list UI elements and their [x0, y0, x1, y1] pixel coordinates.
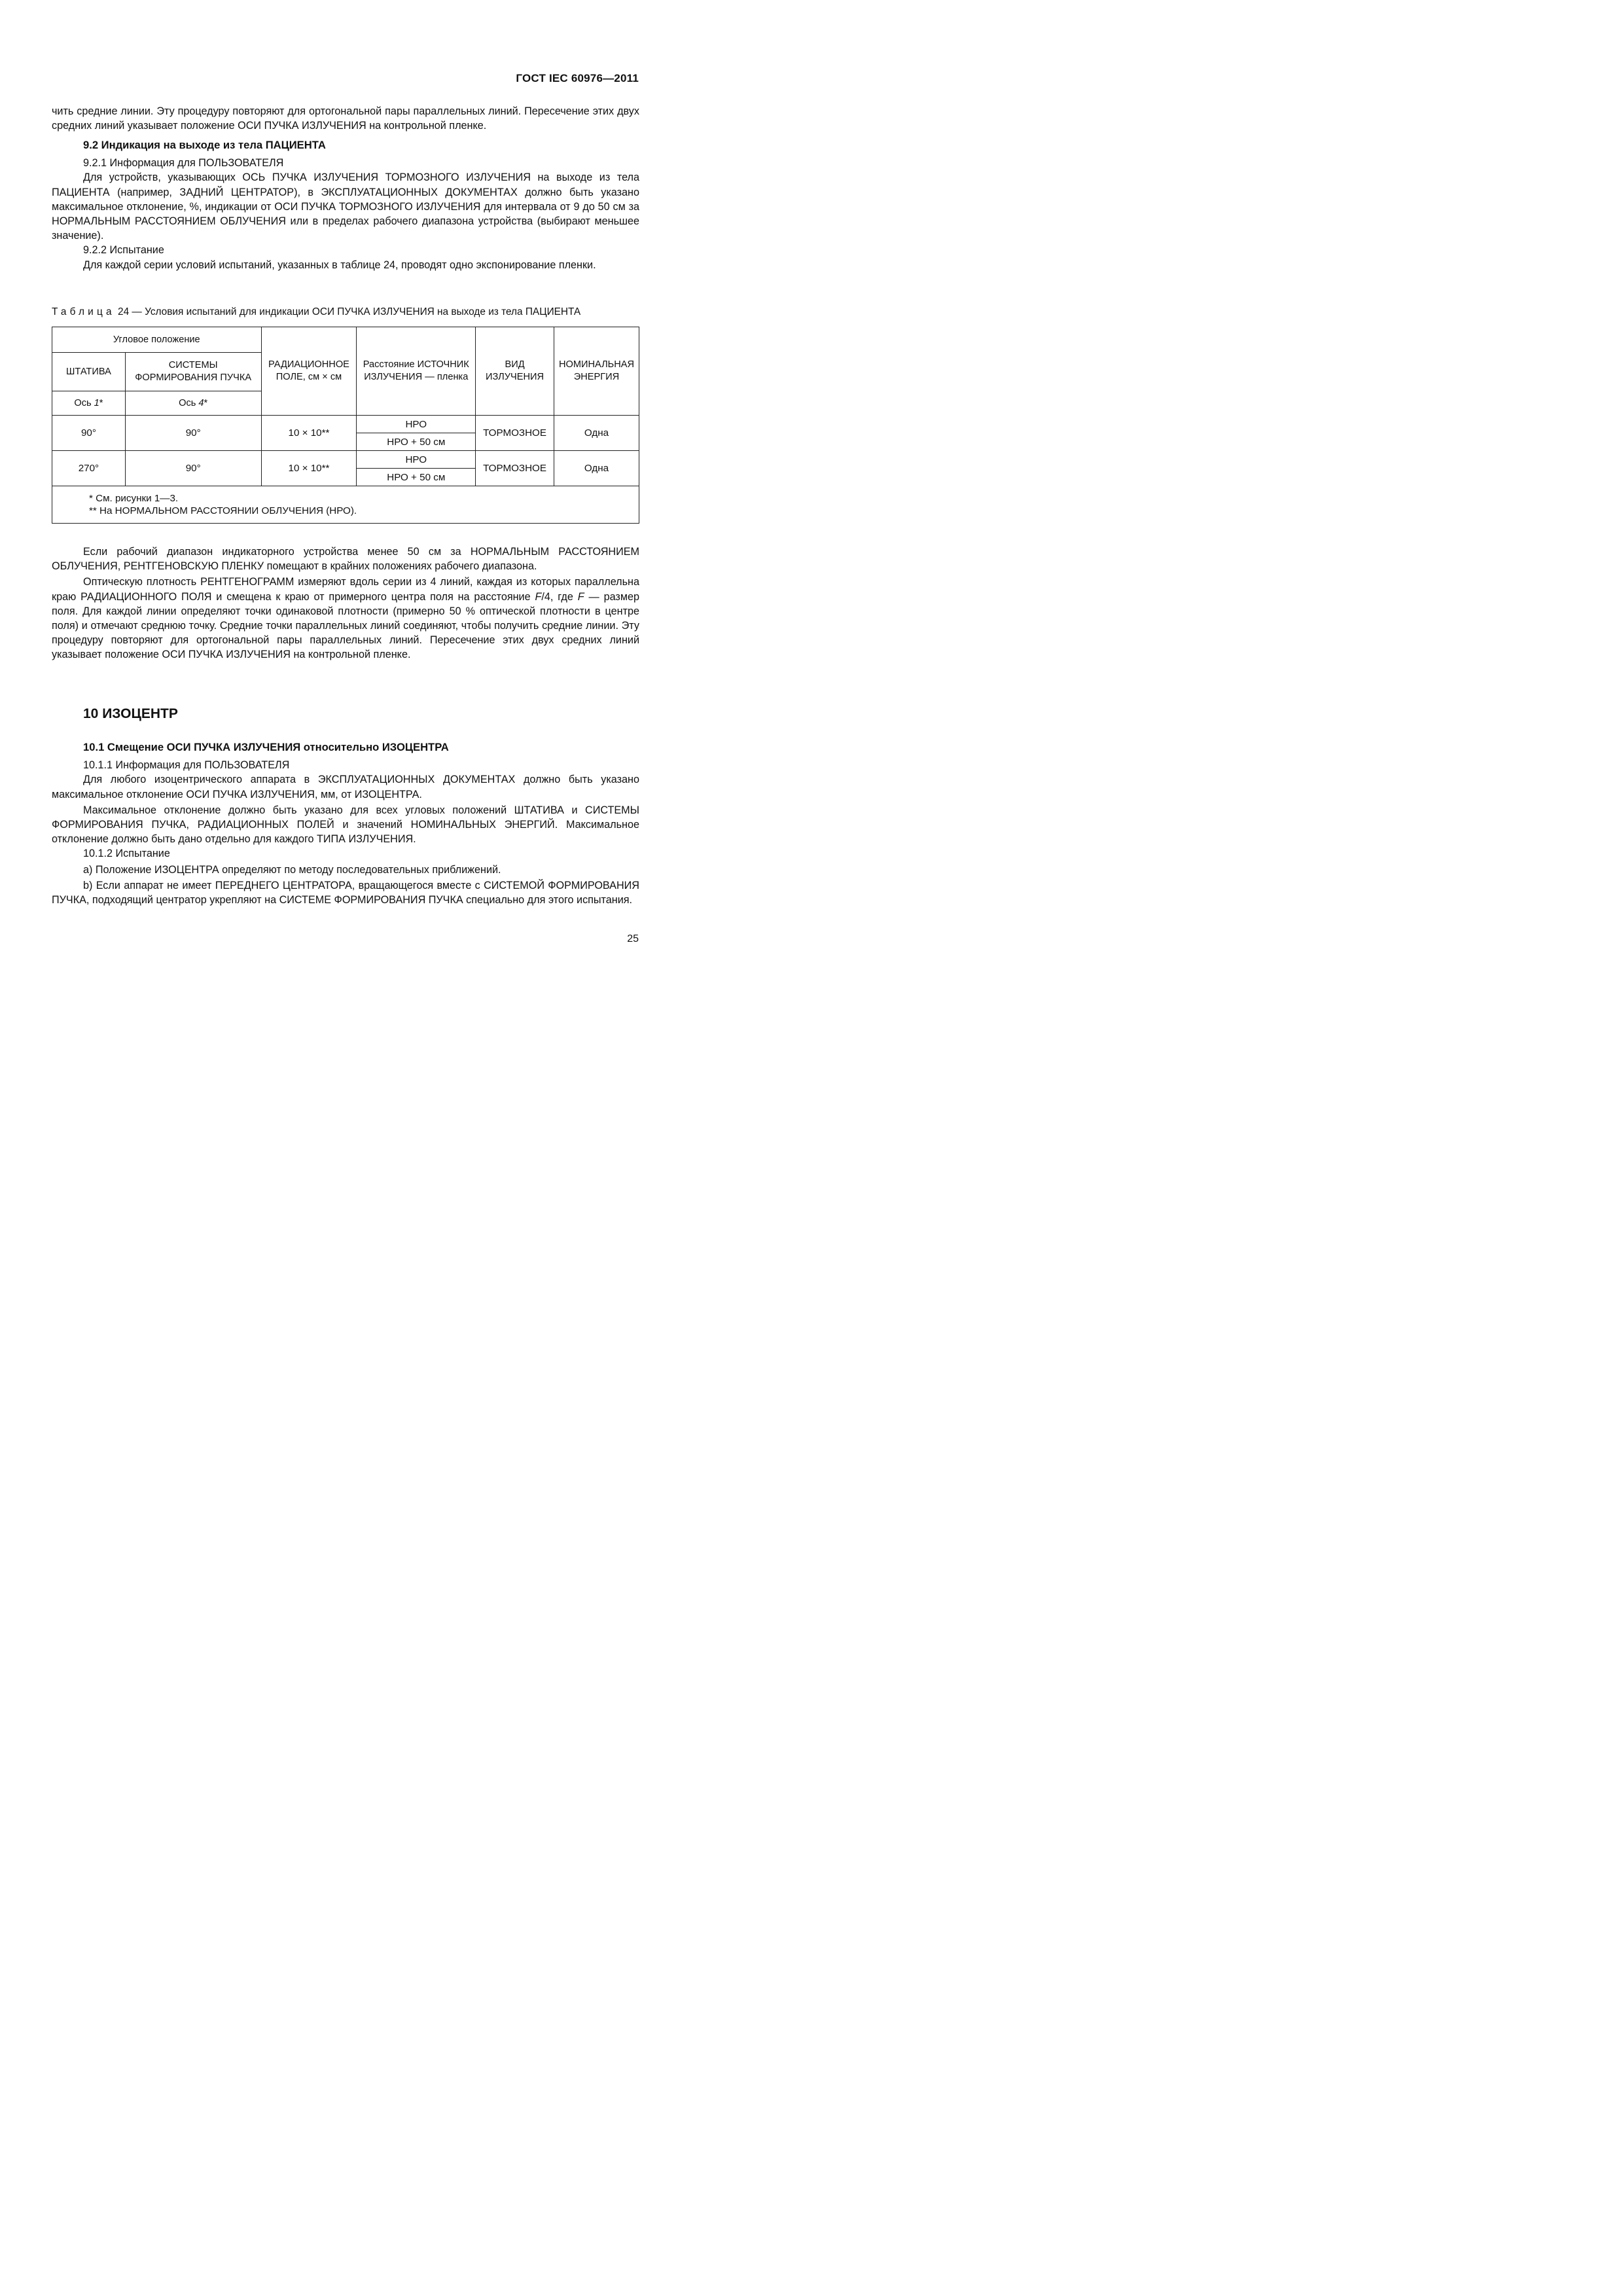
header-field-line2: ПОЛЕ, см × см	[276, 372, 342, 382]
header-beam-line2: ФОРМИРОВАНИЯ ПУЧКА	[135, 372, 252, 383]
header-dist-line2: ИЗЛУЧЕНИЯ — пленка	[364, 372, 469, 382]
header-type-line2: ИЗЛУЧЕНИЯ	[486, 372, 544, 382]
axis-label: Ось	[74, 397, 94, 408]
cell-gantry: 270°	[52, 451, 126, 486]
page-number: 25	[627, 933, 639, 944]
section-10-title: 10 ИЗОЦЕНТР	[83, 706, 178, 721]
section-9-2-2-text: Для каждой серии условий испытаний, указанных в таблице 24, проводят одно экспонирование пленки.	[83, 259, 596, 271]
section-9-2-title: 9.2 Индикация на выходе из тела ПАЦИЕНТА	[83, 139, 326, 151]
section-10-1-title: 10.1 Смещение ОСИ ПУЧКА ИЗЛУЧЕНИЯ относительно ИЗОЦЕНТРА	[83, 741, 449, 753]
cell-radiation-type: ТОРМОЗНОЕ	[476, 416, 554, 451]
header-type-line1: ВИД	[505, 359, 525, 370]
header-energy-line2: ЭНЕРГИЯ	[573, 372, 620, 382]
document-id: ГОСТ IEC 60976—2011	[516, 72, 639, 84]
cell-energy: Одна	[554, 451, 639, 486]
axis-label: Ось	[179, 397, 199, 408]
cell-energy: Одна	[554, 416, 639, 451]
header-beam-system	[125, 353, 261, 391]
header-dist-line1: Расстояние ИСТОЧНИК	[363, 359, 469, 370]
header-energy-line1: НОМИНАЛЬНАЯ	[558, 359, 635, 370]
header-beam-line1: СИСТЕМЫ	[168, 360, 218, 370]
cell-distance: НРО	[357, 416, 476, 433]
section-10-1-2-item-a: a) Положение ИЗОЦЕНТРА определяют по методу последовательных приближений.	[83, 863, 501, 876]
table-24-caption	[52, 306, 641, 318]
axis-footnote-mark: *	[204, 397, 208, 408]
cell-field: 10 × 10**	[261, 451, 357, 486]
axis-footnote-mark: *	[99, 397, 103, 408]
cell-beam: 90°	[125, 451, 261, 486]
after-table-text	[52, 545, 639, 662]
header-radiation-field	[261, 327, 357, 416]
document-page	[0, 0, 719, 1016]
after-table-paragraph-1: Если рабочий диапазон индикаторного устройства менее 50 см за НОРМАЛЬНЫМ РАССТОЯНИЕМ ОБЛУЧЕНИЯ, РЕНТГЕНОВСКУЮ ПЛЕНКУ помещают в крайних положениях рабочего диапазона.	[52, 546, 639, 573]
cell-distance: НРО + 50 см	[357, 469, 476, 486]
section-10-1	[52, 740, 639, 907]
table-notes	[52, 486, 639, 524]
p2-part-b: /4, где	[541, 590, 578, 603]
cell-distance: НРО	[357, 451, 476, 469]
table-row	[52, 416, 639, 433]
p2-var-f: F	[577, 590, 584, 603]
header-nominal-energy	[554, 327, 639, 416]
header-axis-1	[52, 391, 126, 416]
table-note-2: ** На НОРМАЛЬНОМ РАССТОЯНИИ ОБЛУЧЕНИЯ (НРО).	[89, 505, 357, 516]
after-table-paragraph-2	[52, 575, 639, 662]
intro-text: чить средние линии. Эту процедуру повторяют для ортогональной пары параллельных линий. Пересечение этих двух средних линий указывает положение ОСИ ПУЧКА ИЗЛУЧЕНИЯ на контрольной пленке.	[52, 105, 639, 132]
axis-number: 1	[94, 397, 99, 408]
header-axis-4	[125, 391, 261, 416]
header-gantry: ШТАТИВА	[52, 353, 126, 391]
header-field-line1: РАДИАЦИОННОЕ	[268, 359, 349, 370]
cell-beam: 90°	[125, 416, 261, 451]
section-10-1-1-paragraph-1: Для любого изоцентрического аппарата в ЭКСПЛУАТАЦИОННЫХ ДОКУМЕНТАХ должно быть указано максимальное отклонение ОСИ ПУЧКА ИЗЛУЧЕНИЯ, мм, от ИЗОЦЕНТРА.	[52, 774, 639, 800]
header-radiation-type	[476, 327, 554, 416]
table-24	[52, 327, 639, 524]
header-source-distance	[357, 327, 476, 416]
cell-field: 10 × 10**	[261, 416, 357, 451]
section-10-1-1-title: 10.1.1 Информация для ПОЛЬЗОВАТЕЛЯ	[83, 759, 290, 772]
p2-var-f: F	[535, 590, 542, 603]
section-9-2-1-title: 9.2.1 Информация для ПОЛЬЗОВАТЕЛЯ	[83, 157, 284, 170]
table-header-row-1	[52, 327, 639, 353]
section-9-2	[52, 138, 639, 272]
section-10-1-2-item-b: b) Если аппарат не имеет ПЕРЕДНЕГО ЦЕНТРАТОРА, вращающегося вместе с СИСТЕМОЙ ФОРМИРОВАНИЯ ПУЧКА, подходящий центратор укрепляют на СИСТЕМЕ ФОРМИРОВАНИЯ ПУЧКА специально для этого испытания.	[52, 879, 639, 906]
table-row	[52, 451, 639, 469]
p2-part-a: Оптическую плотность РЕНТГЕНОГРАММ измеряют вдоль серии из 4 линий, каждая из которых параллельна краю РАДИАЦИОННОГО ПОЛЯ и смещена к краю от примерного центра поля на расстояние	[52, 576, 639, 603]
section-10-1-1-paragraph-2: Максимальное отклонение должно быть указано для всех угловых положений ШТАТИВА и СИСТЕМЫ ФОРМИРОВАНИЯ ПУЧКА, РАДИАЦИОННЫХ ПОЛЕЙ и значений НОМИНАЛЬНЫХ ЭНЕРГИЙ. Максимальное отклонение должно быть дано отдельно для каждого ТИПА ИЗЛУЧЕНИЯ.	[52, 804, 639, 846]
p2-part-c: — размер поля. Для каждой линии определяют точки одинаковой плотности (примерно 50 % оптической плотности в центре поля) и отмечают среднюю точку. Средние точки параллельных линий соединяют, чтобы получить средние линии. Эту процедуру повторяют для ортогональной пары параллельных линий. Пересечение этих двух средних линий указывает положение ОСИ ПУЧКА ИЗЛУЧЕНИЯ на контрольной пленке.	[52, 590, 639, 661]
caption-label: Таблица	[52, 306, 115, 317]
table-notes-row	[52, 486, 639, 524]
section-9-2-2-title: 9.2.2 Испытание	[83, 244, 164, 257]
cell-radiation-type: ТОРМОЗНОЕ	[476, 451, 554, 486]
section-9-2-1-text: Для устройств, указывающих ОСЬ ПУЧКА ИЗЛУЧЕНИЯ ТОРМОЗНОГО ИЗЛУЧЕНИЯ на выходе из тела ПАЦИЕНТА (например, ЗАДНИЙ ЦЕНТРАТОР), в ЭКСПЛУАТАЦИОННЫХ ДОКУМЕНТАХ должно быть указано максимальное отклонение, %, индикации от ОСИ ПУЧКА ТОРМОЗНОГО ИЗЛУЧЕНИЯ для интервала от 9 до 50 см за НОРМАЛЬНЫМ РАССТОЯНИЕМ ОБЛУЧЕНИЯ или в пределах рабочего диапазона устройства (выбирают меньшее значение).	[52, 171, 639, 242]
table-note-1: * См. рисунки 1—3.	[89, 493, 179, 504]
cell-gantry: 90°	[52, 416, 126, 451]
intro-paragraph	[52, 104, 639, 133]
cell-distance: НРО + 50 см	[357, 433, 476, 451]
axis-number: 4	[198, 397, 204, 408]
header-angular-position: Угловое положение	[52, 327, 262, 353]
section-10-1-2-title: 10.1.2 Испытание	[83, 848, 170, 860]
caption-text: 24 — Условия испытаний для индикации ОСИ ПУЧКА ИЗЛУЧЕНИЯ на выходе из тела ПАЦИЕНТА	[115, 306, 581, 317]
